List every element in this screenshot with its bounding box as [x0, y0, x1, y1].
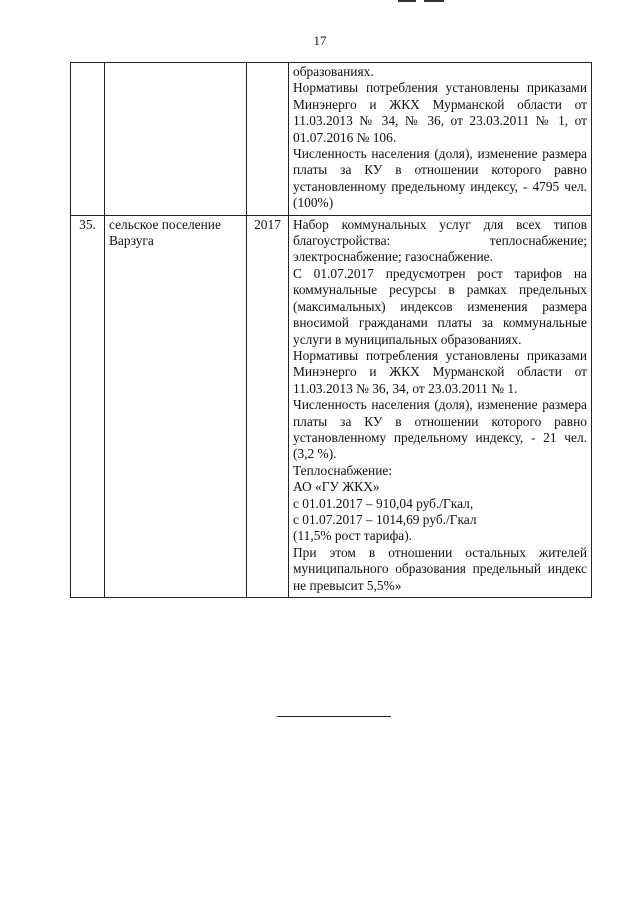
table-row-continued — [71, 63, 592, 216]
municipality-name-cell: сельское поселение Варзуга — [105, 215, 247, 597]
description-paragraph: Численность населения (доля), изменение размера платы за КУ в отношении которого равно установленному предельному индексу, - 4795 чел. (100%) — [293, 146, 587, 211]
description-paragraph: образованиях. — [293, 64, 374, 79]
description-paragraph: АО «ГУ ЖКХ» — [293, 479, 380, 495]
row-number-cell: 35. — [71, 215, 105, 597]
description-paragraph: Теплоснабжение: — [293, 462, 393, 478]
description-paragraph: При этом в отношении остальных жителей муниципального образования предельный индекс не превысит 5,5%» — [293, 544, 587, 593]
municipal-tariff-table — [70, 62, 592, 598]
description-paragraph: С 01.07.2017 предусмотрен рост тарифов на коммунальные ресурсы в рамках предельных (максимальных) индексов изменения размера вносимой гражданами платы за коммунальные услуги в муниципальных образованиях. — [293, 265, 587, 347]
description-paragraph: с 01.07.2017 – 1014,69 руб./Гкал — [293, 511, 477, 527]
end-of-document-rule — [277, 716, 391, 717]
description-paragraph: Нормативы потребления установлены приказами Минэнерго и ЖКХ Мурманской области от 11.03.2013 № 34, № 36, от 23.03.2011 № 1, от 01.07.2016 № 106. — [293, 80, 587, 145]
header-marks — [398, 0, 444, 3]
description-cell — [289, 63, 592, 216]
year-cell: 2017 — [247, 215, 289, 597]
description-cell — [289, 215, 592, 597]
header-mark-left — [398, 0, 416, 2]
description-paragraph: с 01.01.2017 – 910,04 руб./Гкал, — [293, 495, 474, 511]
description-paragraph: Численность населения (доля), изменение размера платы за КУ в отношении которого равно установленному предельному индексу, - 21 чел. (3,2 %). — [293, 397, 587, 462]
year-cell — [247, 63, 289, 216]
description-paragraph: Набор коммунальных услуг для всех типов благоустройства: теплоснабжение; электроснабжение; газоснабжение. — [293, 216, 587, 265]
header-mark-right — [424, 0, 444, 2]
description-paragraph: Нормативы потребления установлены приказами Минэнерго и ЖКХ Мурманской области от 11.03.2013 № 36, 34, от 23.03.2011 № 1. — [293, 347, 587, 396]
description-paragraph: (11,5% рост тарифа). — [293, 528, 413, 544]
table-row-35 — [71, 215, 592, 597]
municipality-name-cell — [105, 63, 247, 216]
page-number: 17 — [313, 33, 327, 48]
row-number-cell — [71, 63, 105, 216]
